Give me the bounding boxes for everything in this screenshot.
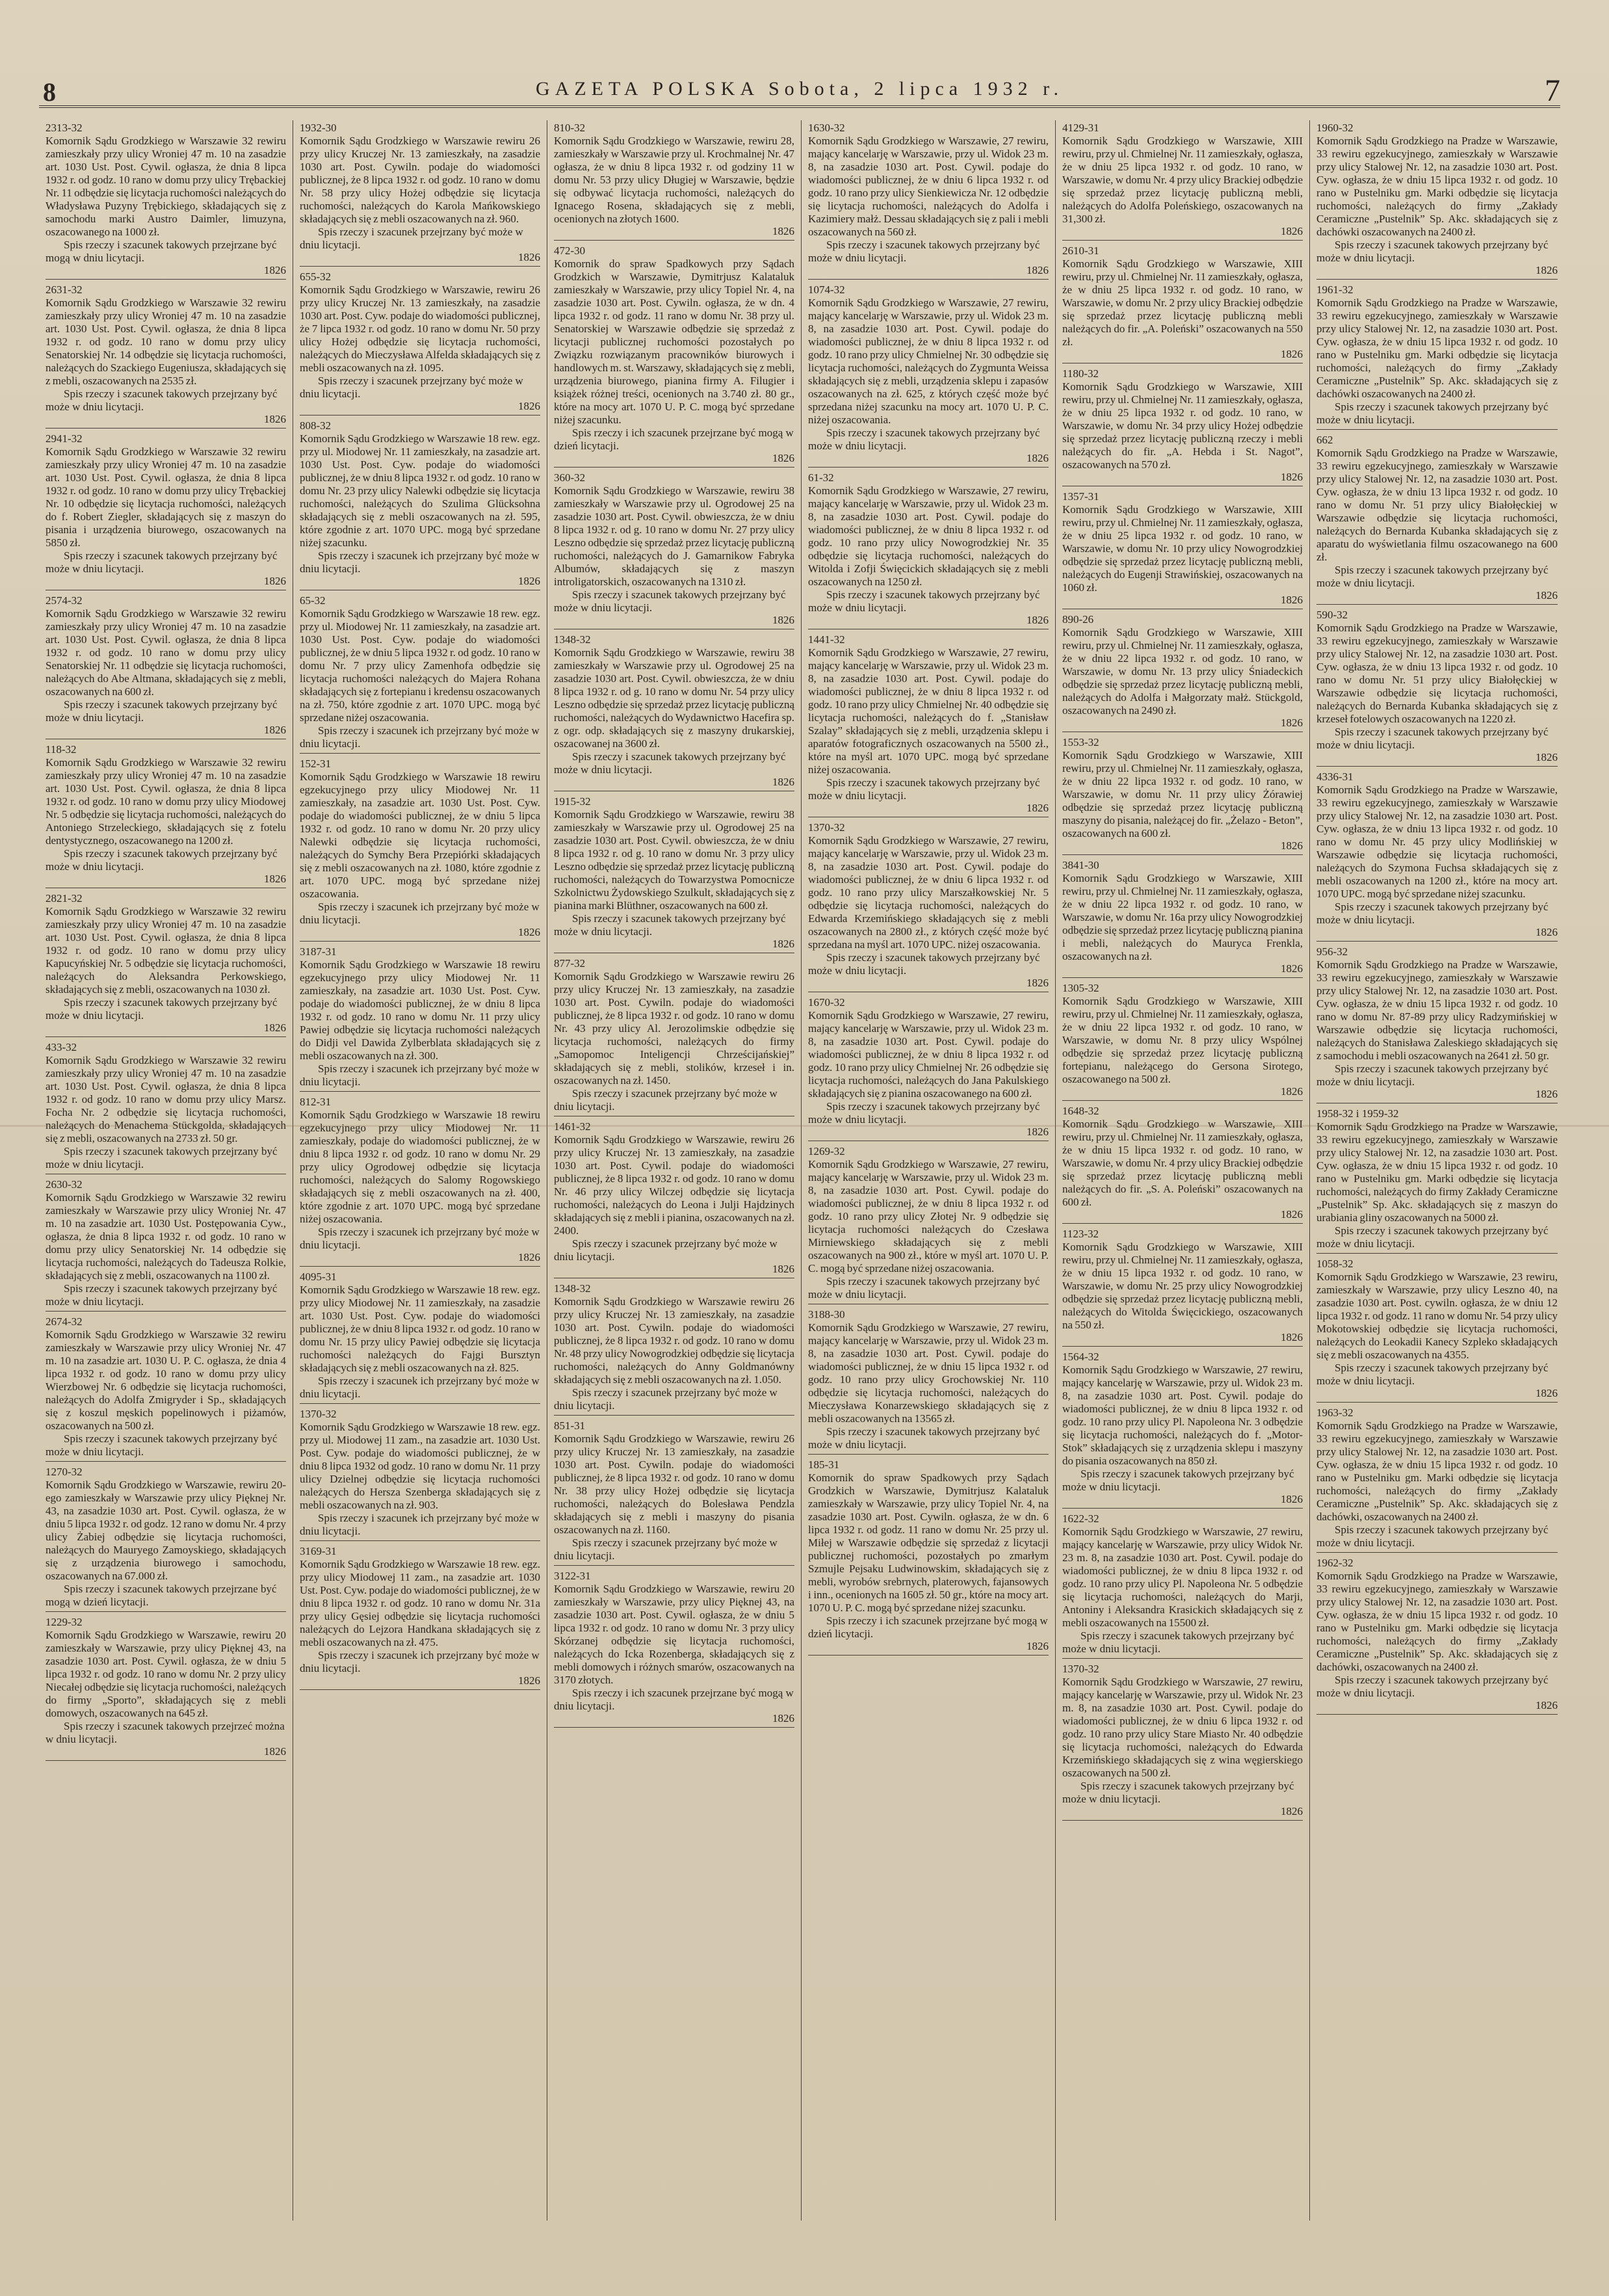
notice-body: Komornik Sądu Grodzkiego w Warszawie, XIII rewiru, przy ul. Chmielnej Nr. 11 zamieszkały, ogłasza, że w dniu 25 lipca 1932 r. od godz. 10 rano, w Warszawie, w domu Nr. 10 przy ulicy Nowogrodzkiej odbędzie się sprzedaż przez licytację publiczną mebli, należących do Eugenji Strawińskiej, oszacowanych na 1060 zł. bbox=[1062, 503, 1303, 594]
notice-code: 1826 bbox=[1281, 471, 1303, 483]
auction-notice bbox=[808, 820, 1049, 992]
auction-notice bbox=[46, 1615, 286, 1761]
notice-inventory-note: Spis rzeczy i szacunek takowych przejrzany być może w dniu licytacji. bbox=[1316, 901, 1549, 926]
notice-number: 3169-31 bbox=[300, 1545, 337, 1557]
auction-notice bbox=[554, 956, 794, 1116]
auction-notice bbox=[554, 120, 794, 241]
notice-number: 185-31 bbox=[808, 1458, 840, 1471]
notice-number: 1553-32 bbox=[1062, 736, 1099, 748]
notice-body: Komornik Sądu Grodzkiego na Pradze w Warszawie, 33 rewiru egzekucyjnego, zamieszkały w Warszawie przy ulicy Stalowej Nr. 12, na zasadzie 1030 art. Post. Cyw. ogłasza, że w dniu 13 lipca 1932 r. od godz. 10 rano w domu Nr. 51 przy ulicy Białołęckiej w Warszawie odbędzie się licytacja ruchomości, należących do Bernarda Kubanka składających się z krzeseł fotelowych oszacowanych na 1220 zł. bbox=[1316, 622, 1558, 725]
notice-number: 1648-32 bbox=[1062, 1105, 1099, 1117]
notice-number: 1229-32 bbox=[46, 1616, 83, 1628]
auction-notice bbox=[1062, 1349, 1303, 1509]
notice-inventory-note: Spis rzeczy i szacunek takowych przejrzany być może w dniu licytacji. bbox=[808, 239, 1040, 264]
notice-code: 1826 bbox=[1281, 962, 1303, 975]
notice-inventory-note: Spis rzeczy i szacunek takowych przejrzany być może w dniu licytacji. bbox=[554, 750, 786, 776]
auction-notice bbox=[46, 593, 286, 739]
notice-body: Komornik Sądu Grodzkiego w Warszawie 32 rewiru zamieszkały przy ulicy Wroniej 47 m. 10 na zasadzie art. 1030 Ust. Post. Cywil. ogłasza, że dnia 8 lipca 1932 r. od godz. 10 rano w domu przy ulicy Trębackiej Nr. 11 odbędzie się licytacja ruchomości należących do Władysława Puzyny Trębickiego, składających się z samochodu marki Austro Daimler, limuzyna, oszacowanego na 1000 zł. bbox=[46, 135, 286, 238]
notice-number: 662 bbox=[1316, 434, 1333, 446]
notice-code: 1826 bbox=[1536, 1699, 1558, 1711]
notice-code: 1826 bbox=[518, 926, 540, 938]
notice-body: Komornik Sądu Grodzkiego w Warszawie 18 rew. egz. przy ulicy Miodowej 11 zam., na zasadzie art. 1030 Ust. Post. Cyw. podaje do wiadomości publicznej, że w dniu 8 lipca 1932 r. od godz. 10 rano w domu Nr. 31a przy ulicy Gęsiej odbędzie się licytacja ruchomości należących do Lejzora Handkana składających się z mebli oszacowanych na zł. 475. bbox=[300, 1558, 540, 1648]
auction-notice bbox=[46, 1177, 286, 1312]
notice-number: 3188-30 bbox=[808, 1308, 845, 1321]
notice-body: Komornik Sądu Grodzkiego w Warszawie, XIII rewiru, przy ul. Chmielnej Nr. 11 zamieszkały, ogłasza, że w dniu 25 lipca 1932 r. od godz. 10 rano, w Warszawie, w domu Nr. 4 przy ulicy Brackiej odbędzie się sprzedaż przez licytację publiczną mebli, należących do Adolfa Poleńskiego, oszacowanych na 31,300 zł. bbox=[1062, 135, 1303, 225]
notice-code: 1826 bbox=[1027, 452, 1049, 464]
auction-notice bbox=[808, 995, 1049, 1141]
notice-body: Komornik Sądu Grodzkiego w Warszawie, 27 rewiru, mający kancelarję w Warszawie, przy ul. Widok 23 m. 8, na zasadzie 1030 art. Post. Cywil. podaje do wiadomości publicznej, że w dniu 6 lipca 1932 r. od godz. 10 rano przy ulicy Sienkiewicza Nr. 12 odbędzie się licytacja ruchomości, należących do Adolfa i Kazimiery małż. Dessau składających się z pali i mebli oszacowanych na 560 zł. bbox=[808, 135, 1049, 238]
notice-number: 3122-31 bbox=[554, 1570, 591, 1582]
auction-notice bbox=[554, 243, 794, 468]
notice-body: Komornik Sądu Grodzkiego w Warszawie 32 rewiru zamieszkały przy ulicy Wroniej 47 m. 10 na zasadzie art. 1030 Ust. Post. Cywil. ogłasza, że dnia 8 lipca 1932 r. od godz. 10 rano w domu przy ulicy Trębackiej Nr. 10 odbędzie się licytacja ruchomości, należących do f. Robert Ziegler, składających się z maszyn do pisania i urządzenia biurowego, oszacowanych na 5850 zł. bbox=[46, 445, 286, 549]
auction-notice bbox=[46, 282, 286, 429]
notice-body: Komornik Sądu Grodzkiego w Warszawie, XIII rewiru, przy ul. Chmielnej Nr. 11 zamieszkały, ogłasza, że w dniu 15 lipca 1932 r. od godz. 10 rano, w Warszawie, w domu Nr. 25 przy ulicy Nowogrodzkiej odbędzie się sprzedaż przez licytację publiczną mebli, należących do Witolda Święcickiego, oszacowanych na 550 zł. bbox=[1062, 1241, 1303, 1331]
notice-body: Komornik Sądu Grodzkiego w Warszawie 32 rewiru zamieszkały przy ulicy Wroniej 47 m. 10 na zasadzie art. 1030 Ust. Post. Cywil. ogłasza, że dnia 8 lipca 1932 r. od godz. 10 rano w domu przy ulicy Senatorskiej Nr. 11 odbędzie się licytacja ruchomości, należących do Abe Altmana, składających się z mebli, oszacowanych na 600 zł. bbox=[46, 607, 286, 698]
column-5 bbox=[1056, 120, 1310, 2221]
notice-number: 1564-32 bbox=[1062, 1351, 1099, 1363]
auction-notice bbox=[1062, 1226, 1303, 1347]
notice-code: 1826 bbox=[1027, 264, 1049, 276]
notice-inventory-note: Spis rzeczy i szacunek takowych przejrzany być może w dniu licytacji. bbox=[1062, 1468, 1294, 1493]
notice-number: 1962-32 bbox=[1316, 1557, 1354, 1569]
notice-code: 1826 bbox=[264, 1745, 286, 1758]
auction-notice bbox=[300, 1406, 540, 1541]
notice-number: 4336-31 bbox=[1316, 771, 1354, 783]
notice-inventory-note: Spis rzeczy i szacunek przejrzany być może w dniu licytacji. bbox=[554, 1237, 778, 1263]
notice-inventory-note: Spis rzeczy i szacunek takowych przejrzany być może w dniu licytacji. bbox=[1316, 1062, 1549, 1088]
auction-notice bbox=[554, 794, 794, 953]
auction-notice bbox=[1316, 1555, 1558, 1715]
notice-body: Komornik Sądu Grodzkiego na Pradze w Warszawie, 33 rewiru egzekucyjnego, zamieszkały w Warszawie przy ulicy Stalowej Nr. 12, na zasadzie 1030 art. Post. Cyw. ogłasza, że w dniu 15 lipca 1932 r. od godz. 10 rano w Pustelniku gm. Marki odbędzie się licytacja ruchomości, należących do firmy „Zakłady Ceramiczne „Pustelnik” Sp. Akc. składających się z dachówki, oszacowanych na 2400 zł. bbox=[1316, 1570, 1558, 1673]
column-4 bbox=[802, 120, 1056, 2221]
notice-body: Komornik Sądu Grodzkiego w Warszawie, 27 rewiru, mający kancelarję w Warszawie, przy ul. Widok 23 m. 8, na zasadzie 1030 art. Post. Cywil. podaje do wiadomości publicznej, że w dniu 15 lipca 1932 r. od godz. 10 rano przy ulicy Grochowskiej Nr. 110 odbędzie się licytacja ruchomości, należących do Mieczysława Konarzewskiego składających się z mebli oszacowanych na 13565 zł. bbox=[808, 1321, 1049, 1425]
notice-code: 1826 bbox=[1281, 1331, 1303, 1343]
notice-inventory-note: Spis rzeczy i szacunek ich przejrzany być może w dniu licytacji. bbox=[300, 549, 540, 575]
notice-inventory-note: Spis rzeczy i szacunek takowych przejrzany być może w dniu licytacji. bbox=[1316, 564, 1549, 589]
notice-number: 1960-32 bbox=[1316, 122, 1354, 134]
auction-notice bbox=[46, 742, 286, 888]
notice-code: 1826 bbox=[1281, 594, 1303, 606]
notice-code: 1826 bbox=[1027, 802, 1049, 814]
masthead-title: GAZETA POLSKA Sobota, 2 lipca 1932 r. bbox=[536, 78, 1064, 99]
notice-code: 1826 bbox=[1027, 1640, 1049, 1652]
notice-inventory-note: Spis rzeczy i szacunek takowych przejrzany być może w dniu licytacji. bbox=[808, 1100, 1040, 1126]
notice-body: Komornik Sądu Grodzkiego w Warszawie, 27 rewiru, mający kancelarję w Warszawie, przy ul. Widok 23 m. 8, na zasadzie 1030 art. Post. Cywil. podaje do wiadomości publicznej, że w dniu 8 lipca 1932 r. od godz. 10 rano przy ulicy Nowogrodzkiej Nr. 35 odbędzie się licytacja ruchomości, należących do Witolda i Zofji Święcickich składających się z mebli oszacowanych na 1250 zł. bbox=[808, 484, 1049, 588]
auction-notice bbox=[1316, 1405, 1558, 1553]
auction-notice bbox=[1316, 944, 1558, 1103]
auction-notice bbox=[1316, 1256, 1558, 1403]
notice-inventory-note: Spis rzeczy i szacunek takowych przejrzany być może w dniu licytacji. bbox=[1316, 1224, 1549, 1250]
notice-code: 1826 bbox=[1536, 589, 1558, 601]
notice-inventory-note: Spis rzeczy i szacunek takowych przejrzany być może w dniu licytacji. bbox=[808, 1425, 1040, 1451]
notice-number: 2941-32 bbox=[46, 432, 83, 445]
notice-number: 1357-31 bbox=[1062, 490, 1099, 503]
notice-number: 2630-32 bbox=[46, 1178, 83, 1191]
notice-inventory-note: Spis rzeczy i szacunek takowych przejrzany być może w dniu licytacji. bbox=[46, 996, 278, 1022]
notice-body: Komornik Sądu Grodzkiego w Warszawie, rewiru 26 przy ulicy Kruczej Nr. 13 zamieszkały, na zasadzie 1030 art. Post. Cywiln. podaje do wiadomości publicznej, że 8 lipca 1932 r. od godz. 10 rano w domu Nr. 38 przy ulicy Hożej odbędzie się licytacja ruchomości, należących do Bolesława Pendzla składających się z mebli i maszyny do pisania oszacowanych na zł. 1160. bbox=[554, 1432, 794, 1536]
auction-notice bbox=[46, 1314, 286, 1462]
auction-notice bbox=[46, 1040, 286, 1174]
notice-inventory-note: Spis rzeczy i szacunek takowych przejrzany być może w dniu licytacji. bbox=[1316, 726, 1549, 751]
auction-notice bbox=[1062, 1103, 1303, 1224]
notice-code: 1826 bbox=[1281, 1208, 1303, 1221]
notice-inventory-note: Spis rzeczy i ich szacunek przejrzane być mogą w dzień licytacji. bbox=[554, 427, 794, 452]
notice-code: 1826 bbox=[264, 264, 286, 276]
notice-body: Komornik Sądu Grodzkiego w Warszawie, rewiru 26 przy ulicy Kruczej Nr. 13 zamieszkały, na zasadzie 1030 art. Post. Cyw. podaje do wiadomości publicznej, że 7 lipca 1932 r. od godz. 10 rano w domu Nr. 50 przy ulicy Hożej odbędzie się licytacja ruchomości, należących do Mieczysława Alfelda składających się z mebli oszacowanych na zł. 1095. bbox=[300, 284, 540, 374]
notice-code: 1826 bbox=[1281, 1805, 1303, 1817]
notice-body: Komornik Sądu Grodzkiego na Pradze w Warszawie, 33 rewiru egzekucyjnego, zamieszkały w Warszawie przy ulicy Stalowej Nr. 12, na zasadzie 1030 art. Post. Cyw. ogłasza, że w dniu 13 lipca 1932 r. od godz. 10 rano w domu Nr. 51 przy ulicy Białołęckiej w Warszawie odbędzie się licytacja ruchomości, należących do Bernarda Kubanka składających się z aparatu do wyświetlania filmu oszacowanego na 600 zł. bbox=[1316, 447, 1558, 563]
notice-inventory-note: Spis rzeczy i szacunek ich przejrzany być może w dniu licytacji. bbox=[300, 1226, 540, 1251]
notice-code: 1826 bbox=[264, 1022, 286, 1034]
auction-notice bbox=[46, 891, 286, 1037]
notice-body: Komornik Sądu Grodzkiego w Warszawie rewiru 26 przy ulicy Kruczej Nr. 13 zamieszkały, na zasadzie 1030 art. Post. Cywiln. podaje do wiadomości publicznej, że 8 lipca 1932 r. od godz. 10 rano w domu Nr. 43 przy ulicy Al. Jerozolimskie odbędzie się licytacja ruchomości, należących do firmy „Samopomoc Inteligencji Chrześcijańskiej” składających się z mebli, stolików, krzeseł i in. oszacowanych na zł. 1450. bbox=[554, 970, 794, 1087]
auction-notice bbox=[300, 756, 540, 942]
notice-code: 1826 bbox=[1281, 1085, 1303, 1098]
notice-number: 1058-32 bbox=[1316, 1258, 1354, 1270]
notice-code: 1826 bbox=[518, 1251, 540, 1263]
notice-body: Komornik Sądu Grodzkiego na Pradze w Warszawie, 33 rewiru egzekucyjnego, zamieszkały w Warszawie przy ulicy Stalowej Nr. 12, na zasadzie 1030 art. Post. Cyw. ogłasza, że w dniu 15 lipca 1932 r. od godz. 10 rano w domu Nr. 87-89 przy ulicy Radzymińskiej w Warszawie odbędzie się licytacja ruchomości, należących do Stanisława Zaleskiego składających się z samochodu i mebli oszacowanych na 2641 zł. 50 gr. bbox=[1316, 958, 1558, 1062]
notice-code: 1826 bbox=[1027, 614, 1049, 626]
auction-notice bbox=[46, 120, 286, 280]
notice-inventory-note: Spis rzeczy i szacunek ich przejrzany być może w dniu licytacji. bbox=[300, 1512, 540, 1537]
paper-fold bbox=[0, 1125, 1609, 1127]
notice-inventory-note: Spis rzeczy i szacunek takowych przejrzany być może w dniu licytacji. bbox=[1316, 1362, 1549, 1387]
notice-number: 1958-32 i 1959-32 bbox=[1316, 1107, 1399, 1120]
notice-body: Komornik Sądu Grodzkiego w Warszawie 18 rewiru egzekucyjnego przy ulicy Miodowej Nr. 11 zamieszkały, podaje do wiadomości publicznej, że w dniu 8 lipca 1932 r. od godz. 10 rano w domu Nr. 29 przy ulicy Ogrodowej odbędzie się licytacja ruchomości, należących do Salomy Rogowskiego składających się z mebli oszacowanych na zł. 400, które zgodnie z art. 1070 UPC. mogą być sprzedane niżej oszacowania. bbox=[300, 1109, 540, 1225]
notice-inventory-note: Spis rzeczy i szacunek takowych przejrzany być może w dniu licytacji. bbox=[808, 951, 1040, 977]
column-1 bbox=[39, 120, 293, 2221]
notice-code: 1826 bbox=[1281, 839, 1303, 852]
notice-inventory-note: Spis rzeczy i szacunek takowych przejrzany być może w dniu licytacji. bbox=[46, 698, 278, 724]
notice-number: 655-32 bbox=[300, 271, 332, 283]
auction-notice bbox=[554, 470, 794, 629]
notice-body: Komornik Sądu Grodzkiego w Warszawie 18 rew. egz. przy ul. Miodowej Nr. 11 zamieszkały, na zasadzie art. 1030 Ust. Post. Cyw. podaje do wiadomości publicznej, że w dniu 8 lipca 1932 r. od godz. 10 rano w domu Nr. 23 przy ulicy Nalewki odbędzie się licytacja ruchomości, należących do Szulima Glücksohna składających się z mebli oszacowanych na zł. 595, które zgodnie z art. 1070 UPC. mogą być sprzedane niżej szacunku. bbox=[300, 432, 540, 549]
notice-inventory-note: Spis rzeczy i szacunek przejrzany być może w dniu licytacji. bbox=[300, 375, 523, 400]
notice-number: 1932-30 bbox=[300, 122, 337, 134]
notice-body: Komornik Sądu Grodzkiego w Warszawie 18 rew. egz. przy ul. Miodowej 11 zam., na zasadzie art. 1030 Ust. Post. Cyw. podaje do wiadomości publicznej, że w dniu 8 lipca 1932 od godz. 10 rano w domu Nr. 11 przy ulicy Dzielnej odbędzie się licytacja ruchomości należących do Herszа Szenberga składających się z mebli oszacowanych na zł. 903. bbox=[300, 1421, 540, 1511]
notice-inventory-note: Spis rzeczy i szacunek przejrzany być może w dniu licytacji. bbox=[554, 1386, 778, 1412]
auction-notice bbox=[1316, 769, 1558, 942]
notice-code: 1826 bbox=[772, 452, 794, 464]
notice-inventory-note: Spis rzeczy i szacunek takowych przejrzany być może w dniu licytacji. bbox=[46, 1432, 278, 1458]
auction-notice bbox=[808, 282, 1049, 468]
notice-number: 1348-32 bbox=[554, 1282, 591, 1295]
column-3 bbox=[547, 120, 802, 2221]
auction-notice bbox=[1062, 366, 1303, 486]
notice-body: Komornik Sądu Grodzkiego w Warszawie rewiru 26 przy ulicy Kruczej Nr. 13 zamieszkały, na zasadzie 1030 art. Post. Cywiln. podaje do wiadomości publicznej, że 8 lipca 1932 r. od godz. 10 rano w domu Nr. 58 przy ulicy Hożej odbędzie się licytacja ruchomości, należących do Karola Mańkowskiego składających się z mebli oszacowanych na zł. 960. bbox=[300, 135, 540, 225]
auction-notice bbox=[1062, 981, 1303, 1101]
notice-inventory-note: Spis rzeczy i ich szacunek przejrzane być mogą w dniu licytacji. bbox=[554, 1687, 794, 1712]
notice-code: 1826 bbox=[264, 873, 286, 885]
notice-body: Komornik Sądu Grodzkiego w Warszawie, 27 rewiru, mający kancelarję w Warszawie, przy ul. Widok 23 m. 8, na zasadzie 1030 art. Post. Cywil. podaje do wiadomości publicznej, że w dniu 8 lipca 1932 r. od godz. 10 rano przy ulicy Pl. Napoleona Nr. 3 odbędzie się licytacja ruchomości, należących do f. „Motor-Stok” składających się z urządzenia sklepu i maszyny do pisania oszacowanych na 850 zł. bbox=[1062, 1364, 1303, 1467]
notice-body: Komornik Sądu Grodzkiego w Warszawie, 23 rewiru, zamieszkały w Warszawie, przy ulicy Leszno 40, na zasadzie 1030 art. Post. cywiln. ogłasza, że w dniu 12 lipca 1932 r. od godz. 11 rano w domu Nr. 54 przy ulicy Mokotowskiej odbędzie się licytacja ruchomości, należących do Leokadii Kanecy Szpleko składających się z mebli oszacowanych na 4355. bbox=[1316, 1271, 1558, 1361]
notice-body: Komornik Sądu Grodzkiego w Warszawie, XIII rewiru, przy ul. Chmielnej Nr. 11 zamieszkały, ogłasza, że w dniu 22 lipca 1932 r. od godz. 10 rano, w Warszawie, w domu Nr. 16a przy ulicy Nowogrodzkiej odbędzie się sprzedaż przez licytację publiczną pianina i mebli, należących do Maurycа Frenkla, oszacowanych na zł. bbox=[1062, 872, 1303, 962]
notice-body: Komornik do spraw Spadkowych przy Sądach Grodzkich w Warszawie, Dymitrjusz Kalataluk zamieszkały w Warszawie, przy ulicy Topiel Nr. 4, na zasadzie 1030 art. Post. Cywiln. ogłasza, że w dn. 4 lipca 1932 r. od godz. 11 rano w domu Nr. 38 przy ul. Senatorskiej w Warszawie odbędzie się sprzedaż z licytacji publicznej ruchomości pozostałych po Związku rozwiązanym pracowników biurowych i handlowych m. st. Warszawy, składających się z mebli, urządzenia biurowego, pianina firmy A. Filugier i książek różnej treści, ocenionych na 3.740 zł. 80 gr., które na mocy art. 1070 U. P. C. mogą być sprzedane niżej szacunku. bbox=[554, 257, 794, 426]
notice-body: Komornik Sądu Grodzkiego w Warszawie rewiru 26 przy ulicy Kruczej Nr. 13 zamieszkały, na zasadzie 1030 art. Post. Cywiln. podaje do wiadomości publicznej, że 8 lipca 1932 r. od godz. 10 rano w domu Nr. 48 przy ulicy Nowogrodzkiej odbędzie się licytacja ruchomości, należących do Anny Goldmanówny składających się z mebli oszacowanych na zł. 1.050. bbox=[554, 1295, 794, 1386]
auction-notice bbox=[300, 120, 540, 267]
notice-number: 1915-32 bbox=[554, 795, 591, 808]
notice-body: Komornik Sądu Grodzkiego w Warszawie, 27 rewiru, mający kancelarję w Warszawie, przy ul. Widok Nr. 23 m. 8, na zasadzie 1030 art. Post. Cywil. podaje do wiadomości publicznej, że w dniu 6 lipca 1932 r. od godz. 10 rano przy ulicy Stare Miasto Nr. 40 odbędzie się licytacja ruchomości, należących do Edwarda Krzemińskiego składających się z wina węgierskiego oszacowanych na 500 zł. bbox=[1062, 1676, 1303, 1779]
notice-code: 1826 bbox=[1281, 717, 1303, 729]
notice-code: 1826 bbox=[1536, 751, 1558, 763]
auction-notice bbox=[1062, 1661, 1303, 1821]
notice-code: 1826 bbox=[264, 413, 286, 425]
notice-inventory-note: Spis rzeczy i szacunek takowych przejrzany być może w dniu licytacji. bbox=[808, 1275, 1040, 1300]
notice-inventory-note: Spis rzeczy i szacunek takowych przejrzane być mogą w dzień licytacji. bbox=[46, 1583, 277, 1608]
notice-code: 1826 bbox=[518, 251, 540, 263]
notice-inventory-note: Spis rzeczy i szacunek takowych przejrzeć można w dniu licytacji. bbox=[46, 1720, 285, 1745]
auction-notice bbox=[1316, 1106, 1558, 1254]
notice-number: 2610-31 bbox=[1062, 244, 1099, 257]
auction-notice bbox=[808, 1144, 1049, 1304]
notice-body: Komornik Sądu Grodzkiego w Warszawie, XIII rewiru, przy ul. Chmielnej Nr. 11 zamieszkały, ogłasza, że w dniu 22 lipca 1932 r. od godz. 10 rano, w Warszawie, w domu Nr. 13 przy ulicy Śniadeckich odbędzie się sprzedaż przez licytację publiczną mebli, należących do Adolfa i Małgorzaty małż. Stückgold, oszacowanych na 2490 zł. bbox=[1062, 626, 1303, 717]
notice-number: 1074-32 bbox=[808, 284, 845, 296]
auction-notice bbox=[1316, 607, 1558, 767]
notice-number: 3187-31 bbox=[300, 945, 337, 958]
notice-body: Komornik Sądu Grodzkiego w Warszawie, rewiru 38 zamieszkały w Warszawie przy ul. Ogrodowej 25 na zasadzie 1030 art. Post. Cywil. obwieszcza, że w dniu 8 lipca 1932 r. od g. 10 rano w domu Nr. 3 przy ulicy Leszno odbędzie się sprzedaż przez licytację publiczną ruchomości, należących do Towarzystwa Pomocnicze Szkolnictwu Żydowskiego Szulkult, składających się z pianina marki Blüthner, oszacowanych na 600 zł. bbox=[554, 808, 794, 912]
notice-body: Komornik Sądu Grodzkiego w Warszawie 18 rewiru egzekucyjnego przy ulicy Miodowej Nr. 11 zamieszkały, na zasadzie art. 1030 Ust. Post. Cyw. podaje do wiadomości publicznej, że w dniu 8 lipca 1932 r. od godz. 10 rano w domu Nr. 11 przy ulicy Pawiej odbędzie się licytacja ruchomości należących do Didji vel Dawida Zylberblata składających się z mebli oszacowanych na zł. 300. bbox=[300, 958, 540, 1062]
notice-body: Komornik Sądu Grodzkiego w Warszawie, rewiru 28, zamieszkały w Warszawie przy ul. Krochmalnej Nr. 47 ogłasza, że w dniu 8 lipca 1932 r. od godziny 11 w domu Nr. 53 przy ulicy Długiej w Warszawie, będzie się odbywać licytacja ruchomości, należących do Ignacego Rosena, składających się z mebli, ocenionych na złotych 1600. bbox=[554, 135, 794, 225]
notice-number: 61-32 bbox=[808, 471, 834, 484]
auction-notice bbox=[300, 944, 540, 1092]
notice-inventory-note: Spis rzeczy i szacunek takowych przejrzany być może w dniu licytacji. bbox=[808, 776, 1040, 802]
auction-notice bbox=[808, 470, 1049, 629]
notice-body: Komornik Sądu Grodzkiego w Warszawie 18 rew. egz. przy ulicy Miodowej Nr. 11 zamieszkały, na zasadzie art. 1030 Ust. Post. Cyw. podaje do wiadomości publicznej, że w dniu 8 lipca 1932 r. od godz. 10 rano w domu Nr. 15 przy ulicy Pawiej odbędzie się licytacja ruchomości należących do Fajgi Bursztyn składających się z mebli oszacowanych na zł. 825. bbox=[300, 1284, 540, 1374]
auction-notice bbox=[1062, 243, 1303, 363]
notice-number: 360-32 bbox=[554, 471, 586, 484]
notice-number: 433-32 bbox=[46, 1041, 77, 1053]
auction-notice bbox=[300, 418, 540, 590]
notice-inventory-note: Spis rzeczy i szacunek takowych przejrzany być może w dniu licytacji. bbox=[46, 1145, 278, 1170]
notice-code: 1826 bbox=[264, 575, 286, 587]
notice-inventory-note: Spis rzeczy i szacunek takowych przejrzany być może w dniu licytacji. bbox=[554, 588, 786, 614]
auction-notice bbox=[1316, 432, 1558, 605]
notice-number: 1441-32 bbox=[808, 633, 845, 646]
notice-body: Komornik Sądu Grodzkiego w Warszawie, XIII rewiru, przy ul. Chmielnej Nr. 11 zamieszkały, ogłasza, że w dniu 15 lipca 1932 r. od godz. 10 rano, w Warszawie, w domu Nr. 4 przy ulicy Brackiej odbędzie się sprzedaż przez licytację publiczną mebli należących do fir. „S. A. Poleński” oszacowanych na 600 zł. bbox=[1062, 1118, 1303, 1208]
notice-number: 812-31 bbox=[300, 1096, 332, 1108]
notice-inventory-note: Spis rzeczy i szacunek takowych przejrzany być może w dniu licytacji. bbox=[554, 912, 786, 938]
auction-notice bbox=[300, 269, 540, 416]
notice-body: Komornik Sądu Grodzkiego w Warszawie, 27 rewiru, mający kancelarję w Warszawie, przy ul. Widok 23 m. 8, na zasadzie 1030 art. Post. Cywil. podaje do wiadomości publicznej, że w dniu 6 lipca 1932 r. od godz. 10 rano przy ulicy Marszałkowskiej Nr. 5 odbędzie się licytacja ruchomości, należących do Edwarda Krzemińskiego składających się z mebli oszacowanych na 2800 zł., z których część może być sprzedana na myśl art. 1070 UPC. niżej oszacowania. bbox=[808, 834, 1049, 951]
auction-notice bbox=[300, 1544, 540, 1690]
notice-number: 1180-32 bbox=[1062, 367, 1099, 380]
notice-inventory-note: Spis rzeczy i szacunek ich przejrzany być może w dniu licytacji. bbox=[300, 1062, 540, 1088]
notice-inventory-note: Spis rzeczy i szacunek takowych przejrzany być może w dniu licytacji. bbox=[46, 388, 278, 413]
notice-inventory-note: Spis rzeczy i szacunek takowych przejrzany być może w dniu licytacji. bbox=[808, 427, 1040, 452]
notice-code: 1826 bbox=[1536, 264, 1558, 276]
notice-inventory-note: Spis rzeczy i szacunek przejrzany być może w dniu licytacji. bbox=[554, 1537, 778, 1562]
auction-notice bbox=[46, 431, 286, 590]
notice-body: Komornik Sądu Grodzkiego w Warszawie 32 rewiru zamieszkały przy ulicy Wroniej 47 m. 10 na zasadzie art. 1030 Ust. Post. Cywil. ogłasza, że dnia 8 lipca 1932 r. od godz. 10 rano w domu przy ulicy Marsz. Focha Nr. 2 odbędzie się licytacja ruchomości, należących do Menachema Stückgolda, składających się z mebli, oszacowanych na 2733 zł. 50 gr. bbox=[46, 1054, 286, 1144]
notice-number: 1670-32 bbox=[808, 996, 845, 1009]
notice-inventory-note: Spis rzeczy i szacunek przejrzany być może w dniu licytacji. bbox=[300, 226, 523, 251]
notice-number: 956-32 bbox=[1316, 945, 1348, 958]
column-6 bbox=[1310, 120, 1564, 2221]
notice-body: Komornik Sądu Grodzkiego w Warszawie, XIII rewiru, przy ul. Chmielnej Nr. 11 zamieszkały, ogłasza, że w dniu 22 lipca 1932 r. od godz. 10 rano, w Warszawie, w domu Nr. 8 przy ulicy Wspólnej odbędzie się sprzedaż przez licytację publiczną fortepianu, należącego do Gersona Sirotego, oszacowanego na 500 zł. bbox=[1062, 995, 1303, 1085]
notice-inventory-note: Spis rzeczy i szacunek takowych przejrzany być może w dniu licytacji. bbox=[46, 1282, 278, 1308]
notice-inventory-note: Spis rzeczy i szacunek takowych przejrzany być może w dniu licytacji. bbox=[1316, 1524, 1549, 1549]
notice-code: 1826 bbox=[772, 225, 794, 237]
notice-number: 2674-32 bbox=[46, 1315, 83, 1328]
notice-number: 1370-32 bbox=[1062, 1663, 1099, 1675]
notice-number: 1348-32 bbox=[554, 633, 591, 646]
notice-code: 1826 bbox=[1536, 926, 1558, 938]
notice-body: Komornik Sądu Grodzkiego na Pradze w Warszawie, 33 rewiru egzekucyjnego, zamieszkały w Warszawie przy ulicy Stalowej Nr. 12, na zasadzie 1030 art. Post. Cyw. ogłasza, że w dniu 15 lipca 1932 r. od godz. 10 rano w Pustelniku gm. Marki odbędzie się licytacja ruchomości, należących do firmy „Zakłady Ceramiczne „Pustelnik” Sp. Akc. składających się z dachówki, oszacowanych na 2400 zł. bbox=[1316, 1419, 1558, 1523]
notice-number: 118-32 bbox=[46, 743, 77, 756]
notice-body: Komornik Sądu Grodzkiego w Warszawie 32 rewiru zamieszkały w Warszawie przy ulicy Wroniej Nr. 47 m. 10 na zasadzie art. 1030 Ust. Postępowania Cyw., ogłasza, że dnia 8 lipca 1932 r. od godz. 10 rano w domu przy ulicy Senatorskiej Nr. 14 odbędzie się licytacja ruchomości, należących do Tadeusza Rolkie, składających się z mebli, oszacowanych na 1100 zł. bbox=[46, 1191, 286, 1282]
auction-notice bbox=[554, 1281, 794, 1416]
notice-number: 2821-32 bbox=[46, 892, 83, 904]
auction-notice bbox=[1062, 1511, 1303, 1659]
notice-number: 2574-32 bbox=[46, 594, 83, 607]
notice-inventory-note: Spis rzeczy i ich szacunek przejrzane być mogą w dzień licytacji. bbox=[808, 1615, 1048, 1640]
notice-inventory-note: Spis rzeczy i szacunek takowych przejrzany być może w dniu licytacji. bbox=[1316, 401, 1549, 426]
notice-number: 877-32 bbox=[554, 957, 586, 970]
masthead bbox=[39, 73, 1560, 108]
notice-body: Komornik Sądu Grodzkiego w Warszawie 18 rewiru egzekucyjnego przy ulicy Miodowej Nr. 11 zamieszkały, na zasadzie art. 1030 Ust. Post. Cyw. podaje do wiadomości publicznej, że w dniu 5 lipca 1932 r. od godz. 10 rano w domu Nr. 20 przy ulicy Nalewki odbędzie się licytacja ruchomości, należących do Symchy Bera Przepiórki składających się z mebli oszacowanych na zł. 1080, które zgodnie z art. 1070 UPC. mogą być sprzedane niżej oszacowania. bbox=[300, 771, 540, 900]
notice-number: 3841-30 bbox=[1062, 859, 1099, 871]
notice-code: 1826 bbox=[518, 400, 540, 412]
notice-code: 1826 bbox=[1027, 977, 1049, 989]
notice-body: Komornik Sądu Grodzkiego w Warszawie, 27 rewiru, mający kancelarję w Warszawie, przy ul. Widok 23 m. 8, na zasadzie 1030 art. Post. Cywil. podaje do wiadomości publicznej, że w dniu 8 lipca 1932 r. od godz. 10 rano przy ulicy Chmielnej Nr. 26 odbędzie się licytacja ruchomości, należących do Jana Pakulskiego składających się z pianina oszacowanego na 600 zł. bbox=[808, 1009, 1049, 1100]
notice-number: 1269-32 bbox=[808, 1145, 845, 1157]
auction-notice bbox=[554, 632, 794, 791]
notice-number: 810-32 bbox=[554, 122, 586, 134]
notice-body: Komornik Sądu Grodzkiego w Warszawie, rewiru 38 zamieszkały w Warszawie przy ul. Ogrodowej 25 na zasadzie 1030 art. Post. Cywil. obwieszcza, że w dniu 8 lipca 1932 r. od g. 10 rano w domu Nr. 54 przy ulicy Leszno odbędzie się sprzedaż przez licytację publiczną ruchomości, należących do Wydawnictwo Hacefira sp. z ogr. odp. składających się z maszyny drukarskiej, oszacowanej na 3600 zł. bbox=[554, 646, 794, 750]
notice-body: Komornik Sądu Grodzkiego w Warszawie, 27 rewiru, mający kancelarję w Warszawie, przy ul. Widok 23 m. 8, na zasadzie 1030 art. Post. Cywil. podaje do wiadomości publicznej, że w dniu 8 lipca 1932 r. od godz. 10 rano przy ulicy Chmielnej Nr. 30 odbędzie się licytacja ruchomości, należących do Zygmunta Weissa składających się z mebli, urządzenia sklepu i zapasów oszacowanych na zł. 625, z których część może być sprzedana niżej szacunku na mocy art. 1070 U. P. C. niżej oszacowania. bbox=[808, 297, 1049, 426]
notice-body: Komornik Sądu Grodzkiego w Warszawie, 27 rewiru, mający kancelarję w Warszawie, przy ulicy Widok Nr. 23 m. 8, na zasadzie 1030 art. Post. Cywil. podaje do wiadomości publicznej, że w dniu 8 lipca 1932 r. od godz. 10 rano przy ulicy Pl. Napoleona Nr. 5 odbędzie się licytacja ruchomości, należących do Marji, Antoniny i Aleksandra Krasickich składających się z mebli oszacowanych na 15500 zł. bbox=[1062, 1525, 1303, 1629]
notice-body: Komornik do spraw Spadkowych przy Sądach Grodzkich w Warszawie, Dymitrjusz Kalataluk zamieszkały w Warszawie, przy ulicy Topiel Nr. 4, na zasadzie 1030 art. Post. Cywiln. ogłasza, że w dn. 6 lipca 1932 r. od godz. 11 rano w domu Nr. 25 przy ul. Miłej w Warszawie odbędzie się sprzedaż z licytacji publicznej ruchomości, pozostałych po zmarłym Szmujle Pejsaku Ludwinowskim, składających się z mebli, wyrobów srebrnych, platerowych, fajansowych i inn., ocenionych na 1605 zł. 50 gr., które na mocy art. 1070 U. P. C. mogą być sprzedane niżej szacunku. bbox=[808, 1471, 1049, 1614]
auction-notice bbox=[1062, 612, 1303, 732]
auction-notice bbox=[1062, 489, 1303, 609]
notice-inventory-note: Spis rzeczy i szacunek przejrzany być może w dniu licytacji. bbox=[554, 1087, 778, 1113]
notice-number: 590-32 bbox=[1316, 609, 1348, 621]
column-2 bbox=[293, 120, 547, 2221]
auction-notice bbox=[1062, 120, 1303, 241]
notice-number: 808-32 bbox=[300, 419, 332, 432]
notice-number: 4129-31 bbox=[1062, 122, 1099, 134]
notice-body: Komornik Sądu Grodzkiego w Warszawie 32 rewiru zamieszkały przy ulicy Wroniej 47 m. 10 na zasadzie art. 1030 Ust. Post. Cywil. ogłasza, że dnia 8 lipca 1932 r. od godz. 10 rano w domu przy ulicy Senatorskiej Nr. 14 odbędzie się licytacja ruchomości, należących do Szackiego Eugeniusza, składających się z mebli, oszacowanych na 2535 zł. bbox=[46, 297, 286, 387]
page-number-right: 7 bbox=[1545, 73, 1560, 108]
notice-code: 1826 bbox=[772, 776, 794, 788]
notice-body: Komornik Sądu Grodzkiego na Pradze w Warszawie, 33 rewiru egzekucyjnego, zamieszkały w Warszawie przy ulicy Stalowej Nr. 12, na zasadzie 1030 art. Post. Cyw. ogłasza, że w dniu 15 lipca 1932 r. od godz. 10 rano w Pustelniku gm. Marki odbędzie się licytacja ruchomości, należących do firmy Zakłady Ceramiczne „Pustelnik” Sp. Akc. składających się z maszyn do urabiania gliny oszacowanych na 5000 zł. bbox=[1316, 1120, 1558, 1224]
notice-inventory-note: Spis rzeczy i szacunek ich przejrzany być może w dniu licytacji. bbox=[300, 1649, 540, 1674]
auction-notice bbox=[300, 593, 540, 754]
notice-code: 1826 bbox=[1536, 1088, 1558, 1100]
notice-code: 1826 bbox=[1281, 225, 1303, 237]
notice-body: Komornik Sądu Grodzkiego w Warszawie, XIII rewiru, przy ul. Chmielnej Nr. 11 zamieszkały, ogłasza, że w dniu 22 lipca 1932 r. od godz. 10 rano, w Warszawie, w domu Nr. 11 przy ulicy Żórawiej odbędzie się sprzedaż przez licytację publiczną maszyny do pisania, należącej do fir. „Żelazo - Beton”, oszacowanych na 600 zł. bbox=[1062, 749, 1303, 839]
notice-body: Komornik Sądu Grodzkiego w Warszawie, XIII rewiru, przy ul. Chmielnej Nr. 11 zamieszkały, ogłasza, że w dniu 25 lipca 1932 r. od godz. 10 rano, w Warszawie, w domu Nr. 34 przy ulicy Hożej odbędzie się sprzedaż przez licytację publiczną rzeczy i mebli należących do fir. „A. Hebda i St. Nagot”, oszacowanych na 570 zł. bbox=[1062, 380, 1303, 471]
notice-code: 1826 bbox=[1536, 1387, 1558, 1399]
notice-inventory-note: Spis rzeczy i szacunek takowych przejrzane być mogą w dniu licytacji. bbox=[46, 239, 277, 264]
notice-code: 1826 bbox=[518, 1674, 540, 1687]
notice-number: 65-32 bbox=[300, 594, 326, 607]
auction-notice bbox=[554, 1568, 794, 1728]
notice-inventory-note: Spis rzeczy i szacunek takowych przejrzany być może w dniu licytacji. bbox=[1316, 239, 1549, 264]
notice-columns bbox=[39, 120, 1567, 2221]
notice-inventory-note: Spis rzeczy i szacunek takowych przejrzany być może w dniu licytacji. bbox=[46, 549, 278, 575]
notice-body: Komornik Sądu Grodzkiego w Warszawie, 27 rewiru, mający kancelarję w Warszawie, przy ul. Widok 23 m. 8, na zasadzie 1030 art. Post. Cywil. podaje do wiadomości publicznej, że w dniu 8 lipca 1932 r. od godz. 10 rano przy ulicy Złotej Nr. 9 odbędzie się licytacja ruchomości należących do Czesława Mirniewskiego składających się z mebli oszacowanych na 900 zł., które w myśl art. 1070 U. P. C. mogą być sprzedane niżej oszacowania. bbox=[808, 1158, 1049, 1274]
notice-number: 472-30 bbox=[554, 244, 586, 257]
notice-code: 1826 bbox=[1281, 348, 1303, 360]
notice-body: Komornik Sądu Grodzkiego w Warszawie 32 rewiru zamieszkały przy ulicy Wroniej 47 m. 10 na zasadzie art. 1030 Ust. Post. Cywil. ogłasza, że dnia 8 lipca 1932 r. od godz. 10 rano w domu przy ulicy Miodowej Nr. 5 odbędzie się licytacja ruchomości, należących do Antoniego Strzeleckiego, składających się z fotelu dentystycznego, oszacowanego na 1200 zł. bbox=[46, 756, 286, 847]
notice-number: 890-26 bbox=[1062, 613, 1094, 626]
notice-inventory-note: Spis rzeczy i szacunek takowych przejrzany być może w dniu licytacji. bbox=[1316, 1674, 1549, 1699]
auction-notice bbox=[300, 1094, 540, 1267]
notice-body: Komornik Sądu Grodzkiego na Pradze w Warszawie, 33 rewiru egzekucyjnego, zamieszkały w Warszawie przy ulicy Stalowej Nr. 12, na zasadzie 1030 art. Post. Cyw. ogłasza, że w dniu 15 lipca 1932 r. od godz. 10 rano w Pustelniku gm. Marki odbędzie się licytacja ruchomości, należących do firmy „Zakłady Ceramiczne „Pustelnik” Sp. Akc. składających się z dachówki oszacowanych na 2400 zł. bbox=[1316, 297, 1558, 400]
notice-number: 1961-32 bbox=[1316, 284, 1354, 296]
notice-body: Komornik Sądu Grodzkiego na Pradze w Warszawie, 33 rewiru egzekucyjnego, zamieszkały w Warszawie przy ulicy Stalowej Nr. 12, na zasadzie 1030 art. Post. Cyw. ogłasza, że w dniu 13 lipca 1932 r. od godz. 10 rano w domu Nr. 45 przy ulicy Modlińskiej w Warszawie odbędzie się licytacja ruchomości, należących do Szymona Fuchsa składających się z mebli oszacowanych na 1200 zł., które na mocy art. 1070 UPC. mogą być sprzedane niżej szacunku. bbox=[1316, 784, 1558, 900]
notice-number: 4095-31 bbox=[300, 1271, 337, 1283]
notice-code: 1826 bbox=[518, 575, 540, 587]
notice-body: Komornik Sądu Grodzkiego w Warszawie, rewiru 26 przy ulicy Kruczej Nr. 13 zamieszkały, na zasadzie 1030 art. Post. Cywil. podaje do wiadomości publicznej, że 8 lipca 1932 r. od godz. 10 rano w domu Nr. 46 przy ulicy Wilczej odbędzie się licytacja ruchomości, należących do Leona i Julji Hajdzinych składających się z mebli i pianina, oszacowanych na zł. 2400. bbox=[554, 1133, 794, 1237]
notice-number: 851-31 bbox=[554, 1419, 586, 1432]
notice-number: 152-31 bbox=[300, 758, 332, 770]
notice-number: 1963-32 bbox=[1316, 1406, 1354, 1419]
notice-number: 1622-32 bbox=[1062, 1512, 1099, 1525]
notice-number: 1630-32 bbox=[808, 122, 845, 134]
auction-notice bbox=[300, 1269, 540, 1404]
notice-code: 1826 bbox=[772, 1263, 794, 1275]
notice-body: Komornik Sądu Grodzkiego w Warszawie, XIII rewiru, przy ul. Chmielnej Nr. 11 zamieszkały, ogłasza, że w dniu 25 lipca 1932 r. od godz. 10 rano, w Warszawie, w domu Nr. 2 przy ulicy Brackiej odbędzie się sprzedaż przez licytację publiczną mebli należących do fir. „A. Poleński” oszacowanych na 550 zł. bbox=[1062, 257, 1303, 348]
notice-body: Komornik Sądu Grodzkiego na Pradze w Warszawie, 33 rewiru egzekucyjnego, zamieszkały w Warszawie przy ulicy Stalowej Nr. 12, na zasadzie 1030 art. Post. Cyw. ogłasza, że w dniu 15 lipca 1932 r. od godz. 10 rano w Pustelniku gm. Marki odbędzie się licytacja ruchomości, należących do firmy „Zakłady Ceramiczne „Pustelnik” Sp. Akc. składających się z dachówki oszacowanych na 2400 zł. bbox=[1316, 135, 1558, 238]
notice-inventory-note: Spis rzeczy i szacunek takowych przejrzany być może w dniu licytacji. bbox=[1062, 1780, 1294, 1805]
notice-inventory-note: Spis rzeczy i szacunek ich przejrzany być może w dniu licytacji. bbox=[300, 901, 540, 926]
notice-number: 1461-32 bbox=[554, 1120, 591, 1133]
notice-inventory-note: Spis rzeczy i szacunek takowych przejrzany być może w dniu licytacji. bbox=[808, 588, 1040, 614]
auction-notice bbox=[1316, 120, 1558, 280]
notice-code: 1826 bbox=[772, 614, 794, 626]
auction-notice bbox=[46, 1464, 286, 1612]
notice-body: Komornik Sądu Grodzkiego w Warszawie 32 rewiru zamieszkały przy ulicy Wroniej 47 m. 10 na zasadzie art. 1030 Ust. Post. Cywil. ogłasza, że dnia 8 lipca 1932 r. od godz. 10 rano w domu przy ulicy Kapucyńskiej Nr. 5 odbędzie się licytacja ruchomości, należących do Aleksandra Perkowskiego, składających się z mebli, oszacowanych na 1030 zł. bbox=[46, 905, 286, 996]
auction-notice bbox=[1062, 735, 1303, 855]
notice-number: 1123-32 bbox=[1062, 1228, 1099, 1240]
notice-inventory-note: Spis rzeczy i szacunek ich przejrzany być może w dniu licytacji. bbox=[300, 724, 540, 750]
notice-inventory-note: Spis rzeczy i szacunek takowych przejrzany być może w dniu licytacji. bbox=[46, 847, 278, 873]
notice-inventory-note: Spis rzeczy i szacunek ich przejrzany być może w dniu licytacji. bbox=[300, 1375, 540, 1400]
notice-code: 1826 bbox=[772, 1712, 794, 1724]
notice-number: 2313-32 bbox=[46, 122, 83, 134]
notice-body: Komornik Sądu Grodzkiego w Warszawie, rewiru 20 zamieszkały w Warszawie, przy ulicy Pięknej 43, na zasadzie 1030 art. Post. Cywil. ogłasza, że w dniu 5 lipca 1932 r. od godz. 10 rano w domu Nr. 3 przy ulicy Skórzanej odbędzie się licytacja ruchomości, należących do Icka Rozenberga, składających się z mebli domowych i różnych smarów, oszacowanych na 3170 złotych. bbox=[554, 1583, 794, 1686]
notice-body: Komornik Sądu Grodzkiego w Warszawie, 27 rewiru, mający kancelarję w Warszawie, przy ul. Widok 23 m. 8, na zasadzie 1030 art. Post. Cywil. podaje do wiadomości publicznej, że w dniu 8 lipca 1932 r. od godz. 10 rano przy ulicy Chmielnej Nr. 40 odbędzie się licytacja ruchomości, należących do f. „Stanisław Szalay” składających się z mebli, urządzenia sklepu i aparatów fotograficznych oszacowanych na 5500 zł., które na myśl art. 1070 UPC. mogą być sprzedane niżej oszacowania. bbox=[808, 646, 1049, 776]
auction-notice bbox=[808, 1307, 1049, 1455]
notice-number: 2631-32 bbox=[46, 284, 83, 296]
auction-notice bbox=[808, 632, 1049, 817]
notice-body: Komornik Sądu Grodzkiego w Warszawie, rewiru 38 zamieszkały w Warszawie przy ul. Ogrodowej 25 na zasadzie 1030 art. Post. Cywil. obwieszcza, że w dniu 8 lipca 1932 r. od g. 10 rano w domu Nr. 27 przy ulicy Leszno odbędzie się sprzedaż przez licytację publiczną ruchomości, należących do J. Gamarnikow Fabryka Albumów, składających się z maszyn introligatorskich, oszacowanych na 1310 zł. bbox=[554, 484, 794, 588]
notice-code: 1826 bbox=[772, 938, 794, 950]
notice-number: 1370-32 bbox=[300, 1408, 337, 1420]
notice-code: 1826 bbox=[1281, 1493, 1303, 1505]
notice-inventory-note: Spis rzeczy i szacunek takowych przejrzany być może w dniu licytacji. bbox=[1062, 1630, 1294, 1655]
notice-body: Komornik Sądu Grodzkiego w Warszawie, rewiru 20-ego zamieszkały w Warszawie przy ulicy Pięknej Nr. 43, na zasadzie 1030 art. Post. Cywil. ogłasza, że w dniu 5 lipca 1932 r. od godz. 12 rano w domu Nr. 4 przy ulicy Żabiej odbędzie się licytacja ruchomości, należących do Mauryego Zamoyskiego, składających się z urządzenia biurowego i samochodu, oszacowanych na 67.000 zł. bbox=[46, 1479, 286, 1582]
page-number-left: 8 bbox=[43, 77, 56, 107]
auction-notice bbox=[808, 120, 1049, 280]
auction-notice bbox=[1316, 282, 1558, 430]
notice-code: 1826 bbox=[264, 724, 286, 736]
auction-notice bbox=[1062, 858, 1303, 978]
auction-notice bbox=[554, 1119, 794, 1278]
notice-body: Komornik Sądu Grodzkiego w Warszawie, rewiru 20 zamieszkały w Warszawie, przy ulicy Pięknej 43, na zasadzie 1030 art. Post. Cywil. ogłasza, że w dniu 5 lipca 1932 r. od godz. 10 rano w domu Nr. 2 przy ulicy Niecałej odbędzie się licytacja ruchomości, należących do firmy „Sporto”, składających się z mebli domowych, oszacowanych na 645 zł. bbox=[46, 1629, 286, 1719]
notice-code: 1826 bbox=[1027, 1126, 1049, 1138]
notice-body: Komornik Sądu Grodzkiego w Warszawie 32 rewiru zamieszkały w Warszawie przy ulicy Wroniej Nr. 47 m. 10 na zasadzie art. 1030 U. P. C. ogłasza, że dnia 4 lipca 1932 r. od godz. 10 rano w domu przy ulicy Wierzbowej Nr. 6 odbędzie się licytacja ruchomości, należących do Adolfa Zmigryder i Sp., składających się z koszul męskich popelinowych i piżamów, oszacowanych na 500 zł. bbox=[46, 1328, 286, 1432]
notice-number: 1305-32 bbox=[1062, 982, 1099, 994]
notice-body: Komornik Sądu Grodzkiego w Warszawie 18 rew. egz. przy ul. Miodowej Nr. 11 zamieszkały, na zasadzie art. 1030 Ust. Post. Cyw. podaje do wiadomości publicznej, że w dniu 5 lipca 1932 r. od godz. 10 rano w domu Nr. 7 przy ulicy Zamenhofa odbędzie się licytacja ruchomości należących do Majera Rohana składających się z fortepianu i kredensu oszacowanych na zł. 750, które zgodnie z art. 1070 UPC. mogą być sprzedane niżej oszacowania. bbox=[300, 607, 540, 724]
auction-notice bbox=[554, 1418, 794, 1566]
notice-number: 1270-32 bbox=[46, 1466, 83, 1478]
notice-number: 1370-32 bbox=[808, 821, 845, 834]
auction-notice bbox=[808, 1457, 1049, 1656]
